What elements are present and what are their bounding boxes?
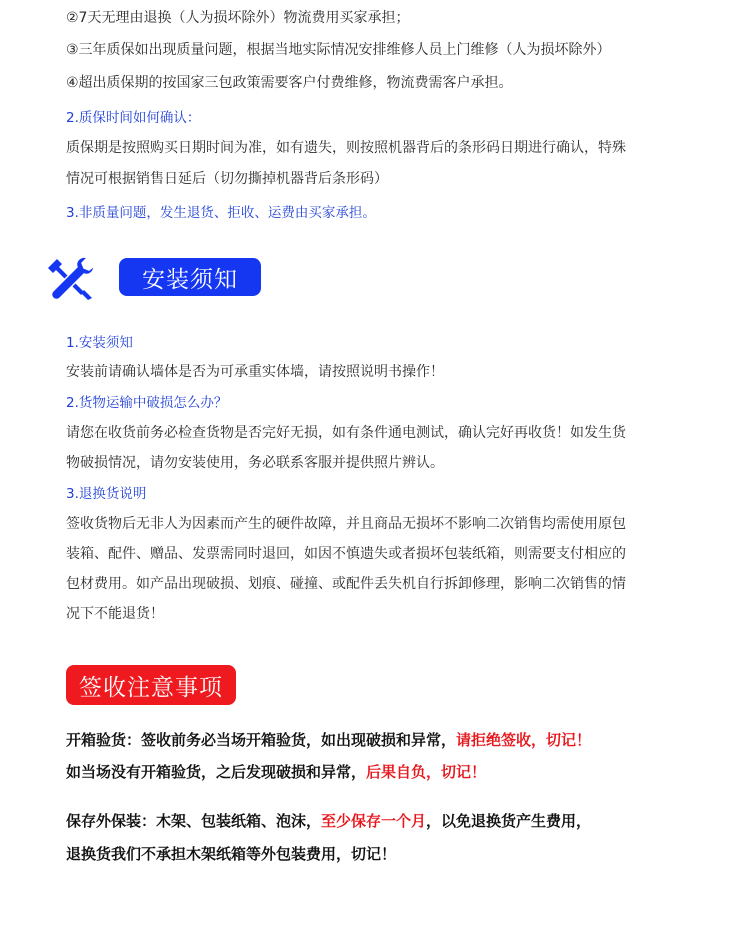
receipt-p1-line2-warning: 后果自负，切记！: [366, 763, 487, 781]
install-q3-body-4: 况下不能退货！: [66, 606, 164, 622]
receipt-heading-badge: 签收注意事项: [66, 665, 236, 705]
receipt-p2-line1-tail: ，以免退换货产生费用，: [426, 812, 592, 830]
install-q3-body-2: 装箱、配件、赠品、发票需同时退回，如因不慎遗失或者损坏包装纸箱，则需要支付相应的: [66, 546, 626, 562]
receipt-p2-line1: [66, 810, 591, 831]
warranty-item-2: ②7天无理由退换（人为损坏除外）物流费用买家承担；: [66, 10, 410, 26]
warranty-q2-title: 2.质保时间如何确认：: [66, 110, 201, 126]
install-q3-body-1: 签收货物后无非人为因素而产生的硬件故障，并且商品无损坏不影响二次销售均需使用原包: [66, 516, 626, 532]
install-q3-title: 3.退换货说明: [66, 486, 147, 502]
install-q2-body-2: 物破损情况，请勿安装使用，务必联系客服并提供照片辨认。: [66, 455, 444, 471]
receipt-p1-line1-text: 开箱验货：签收前务必当场开箱验货，如出现破损和异常，: [66, 731, 457, 749]
warranty-item-3: ③三年质保如出现质量问题，根据当地实际情况安排维修人员上门维修（人为损坏除外）: [66, 42, 611, 58]
warranty-q2-body-2: 情况可根据销售日延后（切勿撕掉机器背后条形码）: [66, 171, 388, 187]
receipt-p2-line1-text: 保存外保装：木架、包装纸箱、泡沫，: [66, 812, 322, 830]
warranty-item-4: ④超出质保期的按国家三包政策需要客户付费维修，物流费需客户承担。: [66, 75, 513, 91]
install-q2-body-1: 请您在收货前务必检查货物是否完好无损，如有条件通电测试，确认完好再收货！如发生货: [66, 425, 626, 441]
receipt-p2-line2: 退换货我们不承担木架纸箱等外包装费用，切记！: [66, 845, 397, 863]
install-q1-title: 1.安装须知: [66, 335, 133, 351]
install-q2-title: 2.货物运输中破损怎么办？: [66, 395, 228, 411]
install-heading-badge: 安装须知: [119, 258, 261, 296]
install-q3-body-3: 包材费用。如产品出现破损、划痕、碰撞、或配件丢失机自行拆卸修理，影响二次销售的情: [66, 576, 626, 592]
receipt-p1-line2: [66, 761, 486, 782]
tools-icon: [45, 254, 95, 302]
install-q1-body: 安装前请确认墙体是否为可承重实体墙，请按照说明书操作！: [66, 364, 444, 380]
warranty-q2-body-1: 质保期是按照购买日期时间为准，如有遗失，则按照机器背后的条形码日期进行确认，特殊: [66, 140, 626, 156]
receipt-p1-line1: [66, 729, 591, 750]
warranty-q3-title: 3.非质量问题，发生退货、拒收、运费由买家承担。: [66, 205, 376, 221]
receipt-p2-line1-warning: 至少保存一个月: [321, 812, 427, 830]
receipt-p1-line2-text: 如当场没有开箱验货，之后发现破损和异常，: [66, 763, 367, 781]
receipt-p1-line1-warning: 请拒绝签收，切记！: [456, 731, 592, 749]
